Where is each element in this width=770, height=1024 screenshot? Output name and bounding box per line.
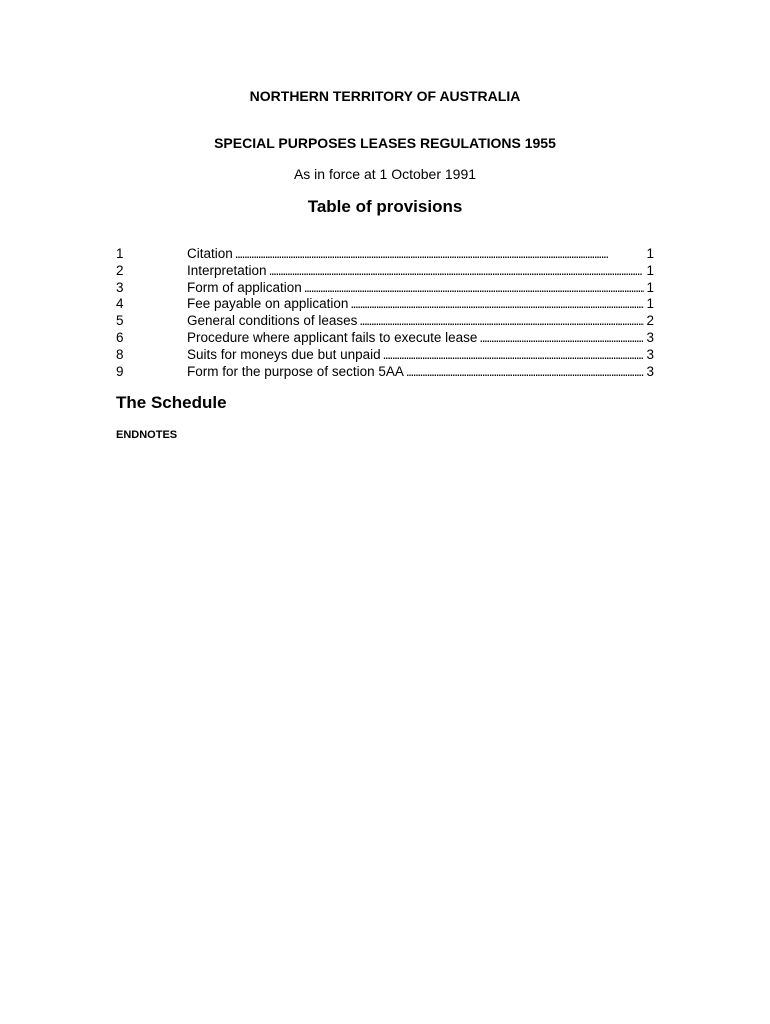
toc-dot-leader bbox=[269, 263, 645, 280]
toc-row[interactable] bbox=[116, 280, 654, 297]
endnotes-heading[interactable]: ENDNOTES bbox=[116, 429, 178, 441]
toc-label: Suits for moneys due but unpaid bbox=[187, 346, 381, 362]
toc-label: Form of application bbox=[187, 279, 302, 295]
in-force-date: As in force at 1 October 1991 bbox=[293, 166, 477, 182]
toc-page-number: 3 bbox=[646, 346, 654, 362]
toc-number: 8 bbox=[116, 346, 124, 362]
toc-label: General conditions of leases bbox=[187, 313, 358, 329]
toc-page-number: 3 bbox=[646, 329, 654, 345]
toc-dot-leader bbox=[479, 330, 644, 347]
toc-row[interactable] bbox=[116, 364, 654, 381]
toc-row[interactable] bbox=[116, 246, 654, 263]
toc-row[interactable] bbox=[116, 313, 654, 330]
toc-label: Procedure where applicant fails to execute lease bbox=[187, 329, 478, 345]
regulation-title: SPECIAL PURPOSES LEASES REGULATIONS 1955 bbox=[214, 135, 556, 151]
toc-row[interactable] bbox=[116, 330, 654, 347]
toc-number: 2 bbox=[116, 262, 124, 278]
toc-dot-leader bbox=[406, 364, 645, 381]
toc-number: 4 bbox=[116, 296, 124, 312]
toc-label: Citation bbox=[187, 246, 233, 261]
toc-row[interactable] bbox=[116, 263, 654, 280]
toc-page-number: 1 bbox=[646, 246, 654, 261]
toc-number: 6 bbox=[116, 329, 124, 345]
schedule-heading[interactable]: The Schedule bbox=[116, 393, 227, 412]
table-of-provisions-heading: Table of provisions bbox=[307, 197, 463, 216]
toc-number: 9 bbox=[116, 363, 124, 379]
jurisdiction-heading: NORTHERN TERRITORY OF AUSTRALIA bbox=[249, 88, 521, 104]
toc-row[interactable] bbox=[116, 296, 654, 313]
toc-page-number: 1 bbox=[646, 279, 654, 295]
toc-dot-leader bbox=[350, 296, 644, 313]
toc-dot-leader bbox=[304, 280, 645, 297]
toc-page-number: 1 bbox=[646, 262, 654, 278]
toc-page-number: 3 bbox=[646, 363, 654, 379]
toc-dot-leader bbox=[383, 347, 645, 364]
toc-dot-leader bbox=[359, 313, 644, 330]
toc-number: 1 bbox=[116, 246, 124, 261]
toc-number: 5 bbox=[116, 313, 124, 329]
toc-label: Fee payable on application bbox=[187, 296, 349, 312]
toc-number: 3 bbox=[116, 279, 124, 295]
toc-page-number: 1 bbox=[646, 296, 654, 312]
table-of-provisions bbox=[116, 246, 654, 380]
toc-dot-leader bbox=[235, 246, 645, 263]
toc-row[interactable] bbox=[116, 347, 654, 364]
toc-label: Interpretation bbox=[187, 262, 267, 278]
toc-page-number: 2 bbox=[646, 313, 654, 329]
toc-label: Form for the purpose of section 5AA bbox=[187, 363, 404, 379]
